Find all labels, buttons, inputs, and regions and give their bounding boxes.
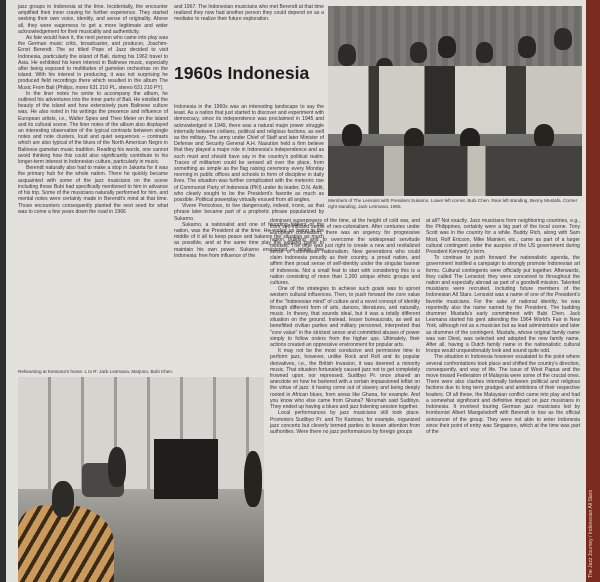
paragraph: As fate would have it, the next person who came into play was the German music critic, broadcaster, and producer, Joachim-Ernst Berendt. The so titled Pope of Jazz decided to visit Indonesia, particularly the island of Bali, during his 1962 travel to Asia. He exhibited his keen interest in Balinese music, especially after being exposed to multitudes of gamelan orchestras on the island. With his interest in producing, it was not surprising he produced field recordings there which resulted in the album The Music From Bali (Philips, mono 631 210 PL, stereo 631 210 PY). — [18, 35, 168, 91]
person-figure — [476, 42, 493, 63]
article-column-1 — [18, 4, 168, 368]
paragraph: In the liner notes he wrote to accompany the album, he outlined his adventures into the inner parts of Bali. He extolled the beauty of the island and how extensively pure Balinese culture was. He also noted in his writings the presence and influence of European artists, i.e., Walter Spies and Theo Meier on the island and its cultural scene. The liner notes of the album also displayed an interesting observation of the typical contrasts between single notes and note clusters, loud and quiet sequences – contrasts which are also typical of the blues of the North American Negro in Balinese gamelan music tradition. Reading his words, one cannot avoid thinking how this could also significantly contribute to his longer-term interest in Indonesian culture, particularly in music. — [18, 90, 168, 166]
article-column-3 — [270, 218, 420, 582]
person-figure — [410, 42, 427, 63]
paragraph: It may not be the most conducive and permissive time to perform jazz, however, unlike Rock and Roll and its popular derivatives, i.e., the British Invasion, it was deemed a minority music. That situation fortunately caused jazz not to get completely frowned upon, nor repressed. Sudibyo Pr. once shared an anecdote on how he bartered with a certain impassioned leftist on the virtue of jazz: it having come out of slavery and being deeply rooted in African blues, from areas like Ghana, for example. And you know who else came from Ghana? Nkrumah said Sudibyo. They ended up having a blues and jazz listening session together. — [270, 348, 420, 411]
group-photo-caption: Members of The Lensoist with President Sukarno. Lower left corner, Bubi Chen. Rear left standing, Benny Mustafa. Corner right standing, Jack Lesmana, 1965. — [328, 198, 578, 209]
paragraph: dominant superpowers of the time, at the height of cold war, and from self-inflicted sense of neo-colonialism. After centuries under European colonialism, there was an urgency for progressive nation building and to overcome the widespread servitude mindset. The time was just right to create a new and revitalized sense of Indonesian nationalism. New generations who could claim Indonesia proudly as their country, a proud nation, and affirm their proud sense of self-identity under the singular banner of Indonesia. Not a small feat to start with considering this is a nation consisting of more than 1,300 unique ethnic groups and cultures. — [270, 218, 420, 287]
paragraph: and 1967. The Indonesian musicians who met Berendt at that time realized they now had another person they could depend on as a mediator to realize their future exploration. — [174, 4, 324, 23]
section-heading: 1960s Indonesia — [174, 63, 310, 83]
paragraph: jazz groups in Indonesia at the time. Incidentally, the encounter amplified their inner craving for further experience. They started seeking their own voice, identity, and sense of originality. Above all, they were eagerness to get a more legitimate and wider acknowledgement for their musicality and authenticity. — [18, 4, 168, 35]
person-figure — [534, 124, 554, 148]
article-column-4 — [426, 218, 580, 582]
paragraph: To continue to push forward the nationalistic agenda, the government instilled a campaign to strongly promote Indonesian art forms. Cultural contingents were officially put together. Afterwards, they called The Lensoist; they were conceived to throughout the nation and especially abroad as part of a goodwill mission. Talented musicians were recruited, including future members of the Indonesian All Stars. Lensoist was a name of one of the President's favorite musicians. For the sake of national identity, he was reportedly also the name named by the President. The budding drummer Mustafa's early commitment with Bubi Chen. Jack Lesmana started his gent attending the 1964 World's Fair in New York, although not as a musician but as lead administrator and later as drummer of the contingent. Mustafa, whose original family name was van Diest, was selected and adopted the new family name. After all, having a Dutch family name in the nationalistic cultural troops would unquestionably look and sound quite odd. — [426, 255, 580, 355]
paragraph: Vivere Pericoloso, to live dangerously, indeed, ironic, as that phrase later became part of a prophetic phrase popularized by Sukarno. — [174, 203, 324, 222]
booklet-spine — [586, 0, 600, 582]
paragraph: One of the strategies to achieve such goals was to uproot western cultural influences. Then, to push forward the core value of the "Indonesian mind" of culture and a novel concept of identity through different form of arts, dances, literatures, and naturally, music. In theory, that sounds ideal, but it was a totally different situation on the ground. Instead, lesser bureaucrats, as well as benefitted civilian parties and military personnel, interpreted that "core value" in the strictest sense and committed abuses of power simply to follow orders from the higher ups. Ultimately, their actions created an oppressive environment for popular arts. — [270, 286, 420, 349]
person-figure — [244, 451, 262, 507]
paragraph: Local performances by jazz musicians still took place. Promoters Sudibyo Pr. and Tin Kantoso, for example, organized jazz concerts but cleverly termed parties to lessen attention from authorities. Were there no jazz performances by foreign groups — [270, 410, 420, 435]
upright-piano — [154, 439, 218, 499]
paragraph: at all? Not exactly. Jazz musicians from neighboring countries, e.g., the Philippines, certainly were a big part of the local scene. Tony Scott was in the country for a while. Buddy Rich, along with Sam Most, Rolf Ericson, Mike Mainieri, etc., came as part of a larger cultural contingent under the auspice of the US government during President Kennedy's term. — [426, 218, 580, 256]
rehearsal-photo-caption: Rehearsing at Kensono's home. L to R: Jack Lesmana, Marjono, Bubi Chen. — [18, 369, 174, 374]
article-column-2-intro — [174, 4, 324, 44]
paragraph: Indonesia in the 1960s was an interesting landscape to say the least. As a nation that just started to discover and experiment with democracy, since its independence was proclaimed in 1945 and acknowledged in 1949, there was a natural major power struggle internally between civilians, political and religious factions, as well as the military. The army under Chief of Staff and later Minister of Defense and Security General A.H. Nasution held a firm believe that they played a major role in Indonesia's independence and as such must and should have say in the country's political realm. Traces of militarism could be sensed all over the place, from something as simple as the flag raising ceremony every Monday morning in public offices and schools to form of discipline in daily lives. The situation was further complicated with the meteoric rise of Communist Party of Indonesia (PKI) under its leader, D.N. Aidit, who clearly sought to be the President's favorite as much as possible. Political powerplay virtually ensued from all angles. — [174, 104, 324, 204]
person-figure — [518, 36, 536, 58]
paragraph: Berendt naturally also had to make a stop in Jakarta for it was the primary hub for the whole nation. There he quickly became acquainted with some of the jazz musicians on the scene including those Bubi had specifically mentioned to him in advance of his trip. Some of the musicians naturally performed for him, and mental notes were certainly made in Berendt's mind at that time. Those encounters consequently planted the next seed for what was to come a few years down the road in 1966 — [18, 165, 168, 215]
window-panels — [18, 377, 264, 489]
person-figure — [52, 481, 74, 517]
paragraph: Sukarno, a nationalist and one of founding fathers of the nation, was the President at the time. He ended up being in the middle of it all to keep peace and balance the situation as much as possible, and at the same time play the juggling game to maintain his own power. Sukarno envisioned a totally free Indonesia: free from influence of the — [174, 221, 324, 259]
rehearsal-photo — [18, 377, 264, 582]
person-figure — [108, 447, 126, 487]
person-figure — [342, 124, 362, 148]
spine-text: The Jazz Journey / Indonesian All Stars — [588, 490, 594, 578]
booklet-page — [6, 0, 586, 582]
group-photo — [328, 6, 582, 196]
paragraph: The situation in Indonesia however escalated to the point where several confrontations took place and shifted the country's direction, consequently, and way of life. The issue of West Papua and the move toward Federation of Malaysia were some of the crucial ones. There were also clashes internally between political and religious factions due to long term grudges and ambitions of their respective leaders. Of all these, the Malaysian conflict came into play and had a somewhat significant and definitive impact on jazz musicians in Indonesia. It involved touring German jazz musicians led by trombonist Albert Mangelsdorff with Berendt in tow as the official announcer of the group. They were not able to enter Indonesia since their point of entry was Singapore, which at the time was part of the — [426, 354, 580, 435]
person-figure — [338, 44, 356, 66]
person-figure — [438, 36, 456, 58]
person-figure — [554, 28, 572, 50]
seated-row — [328, 146, 582, 196]
